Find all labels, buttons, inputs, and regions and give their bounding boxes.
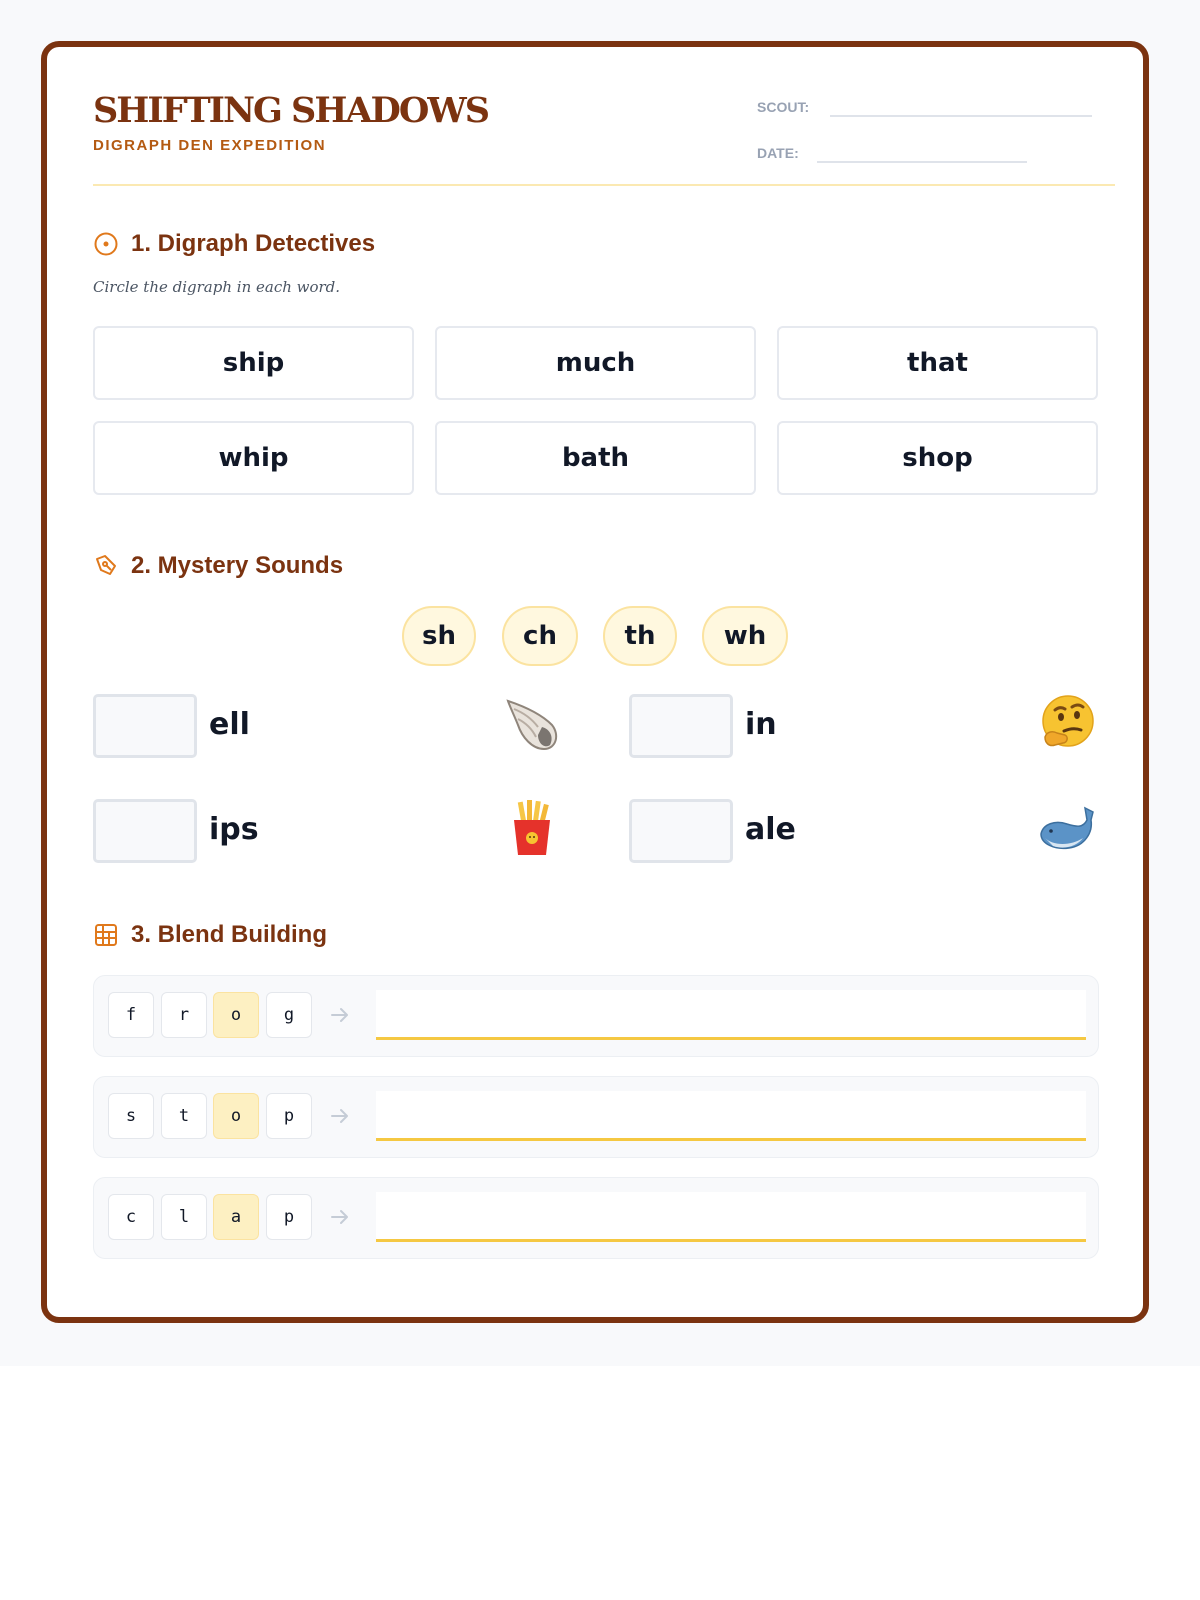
letter-tile: g — [266, 992, 312, 1038]
letter-tile: l — [161, 1194, 207, 1240]
whale-icon — [1037, 798, 1097, 858]
grid-icon — [93, 922, 119, 948]
answer-box[interactable] — [93, 694, 197, 758]
vowel-tile: o — [213, 992, 259, 1038]
worksheet — [41, 41, 1149, 1323]
date-field[interactable] — [817, 161, 1027, 163]
blend-answer-field[interactable] — [376, 1192, 1086, 1242]
vowel-tile: a — [213, 1194, 259, 1240]
word-card[interactable]: shop — [777, 421, 1098, 495]
date-label: DATE: — [757, 145, 799, 161]
digraph-chip: ch — [502, 606, 578, 666]
scout-field[interactable] — [830, 115, 1092, 117]
arrow-right-icon — [329, 1004, 351, 1026]
section3-title: 3. Blend Building — [131, 921, 327, 948]
letter-tile: p — [266, 1194, 312, 1240]
answer-box[interactable] — [93, 799, 197, 863]
blend-answer-field[interactable] — [376, 990, 1086, 1040]
word-ending: ips — [209, 812, 259, 847]
vowel-tile: o — [213, 1093, 259, 1139]
blend-row — [93, 1177, 1099, 1259]
blend-answer-field[interactable] — [376, 1091, 1086, 1141]
worksheet-title: SHIFTING SHADOWS — [93, 90, 488, 131]
word-card[interactable]: bath — [435, 421, 756, 495]
pen-tool-icon — [93, 553, 119, 579]
section1-title: 1. Digraph Detectives — [131, 230, 376, 257]
answer-box[interactable] — [629, 799, 733, 863]
section3-heading — [93, 920, 327, 950]
letter-tile: s — [108, 1093, 154, 1139]
word-ending: ell — [209, 707, 250, 742]
arrow-right-icon — [329, 1105, 351, 1127]
digraph-chip: wh — [702, 606, 788, 666]
word-card[interactable]: whip — [93, 421, 414, 495]
section2-title: 2. Mystery Sounds — [131, 552, 344, 579]
digraph-chip: sh — [402, 606, 476, 666]
word-card[interactable]: much — [435, 326, 756, 400]
letter-tile: t — [161, 1093, 207, 1139]
word-ending: ale — [745, 812, 796, 847]
letter-tile: f — [108, 992, 154, 1038]
digraph-chip: th — [603, 606, 677, 666]
word-ending: in — [745, 707, 777, 742]
word-card[interactable]: that — [777, 326, 1098, 400]
arrow-right-icon — [329, 1206, 351, 1228]
word-card[interactable]: ship — [93, 326, 414, 400]
section1-instruction: Circle the digraph in each word. — [93, 278, 341, 296]
blend-row — [93, 975, 1099, 1057]
header-divider — [93, 184, 1115, 186]
scout-label: SCOUT: — [757, 99, 810, 115]
thinking-face-icon — [1037, 693, 1097, 753]
letter-tile: r — [161, 992, 207, 1038]
section2-heading — [93, 551, 343, 581]
letter-tile: c — [108, 1194, 154, 1240]
target-icon — [93, 231, 119, 257]
worksheet-subtitle: DIGRAPH DEN EXPEDITION — [93, 137, 327, 154]
shell-icon — [502, 693, 562, 753]
fries-icon — [502, 798, 562, 858]
letter-tile: p — [266, 1093, 312, 1139]
answer-box[interactable] — [629, 694, 733, 758]
section1-heading — [93, 229, 375, 259]
blend-row — [93, 1076, 1099, 1158]
